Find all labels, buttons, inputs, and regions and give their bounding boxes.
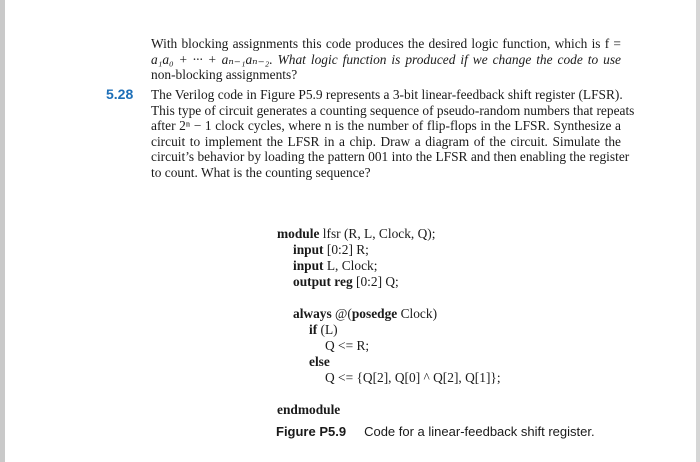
code-text: (L) [317,322,338,337]
figure-label: Figure P5.9 [276,424,347,439]
figure-caption-text: Code for a linear-feedback shift register. [364,424,595,439]
text-line: With blocking assignments this code produces the desired logic function, which is f = [151,36,621,51]
figure-caption [276,424,595,439]
code-line-if [309,322,338,338]
keyword: input [293,242,324,257]
code-line-input-l [293,258,377,274]
page-edge-right [696,0,700,462]
keyword: else [309,354,330,369]
page-edge-left [0,0,5,462]
previous-problem-text [151,36,621,83]
text-line: This type of circuit generates a counting sequence of pseudo-random numbers that repeats [151,102,635,118]
code-line-else [309,354,330,370]
keyword: posedge [351,306,398,321]
code-text: L, Clock; [323,258,378,273]
text-line: circuit to implement the LFSR in a chip. Draw a diagram of the circuit. Simulate the [151,133,621,149]
code-text: @( [331,306,352,321]
keyword: module [277,226,320,241]
code-line-always [293,306,437,322]
code-line-output [293,274,399,290]
code-line-endmodule [277,402,340,418]
keyword: if [309,322,318,337]
code-text: lfsr (R, L, Clock, Q); [319,226,436,241]
code-line-module [277,226,435,242]
keyword: input [293,258,324,273]
code-text: [0:2] R; [323,242,369,257]
text-line: a₁a₀ + ··· + aₙ₋₁aₙ₋₂. What logic function is produced if we change the code to use [151,51,621,67]
code-line-load: Q <= R; [325,338,370,353]
keyword: output reg [293,274,353,289]
code-text: [0:2] Q; [352,274,399,289]
text-line: after 2ⁿ − 1 clock cycles, where n is the number of flip-flops in the LFSR. Synthesize a [151,118,621,134]
problem-text [151,87,635,181]
keyword: always [293,306,332,321]
problem-number: 5.28 [106,86,134,102]
code-line-shift: Q <= {Q[2], Q[0] ^ Q[2], Q[1]}; [325,370,501,385]
text-line: The Verilog code in Figure P5.9 represents a 3-bit linear-feedback shift register (LFSR). [151,87,623,102]
text-line: non-blocking assignments? [151,67,298,83]
text-line: to count. What is the counting sequence? [151,164,371,180]
code-text: Clock) [397,306,438,321]
text-line: circuit’s behavior by loading the pattern 001 into the LFSR and then enabling the register [151,149,630,165]
code-line-input-r [293,242,369,258]
keyword: endmodule [277,402,341,417]
